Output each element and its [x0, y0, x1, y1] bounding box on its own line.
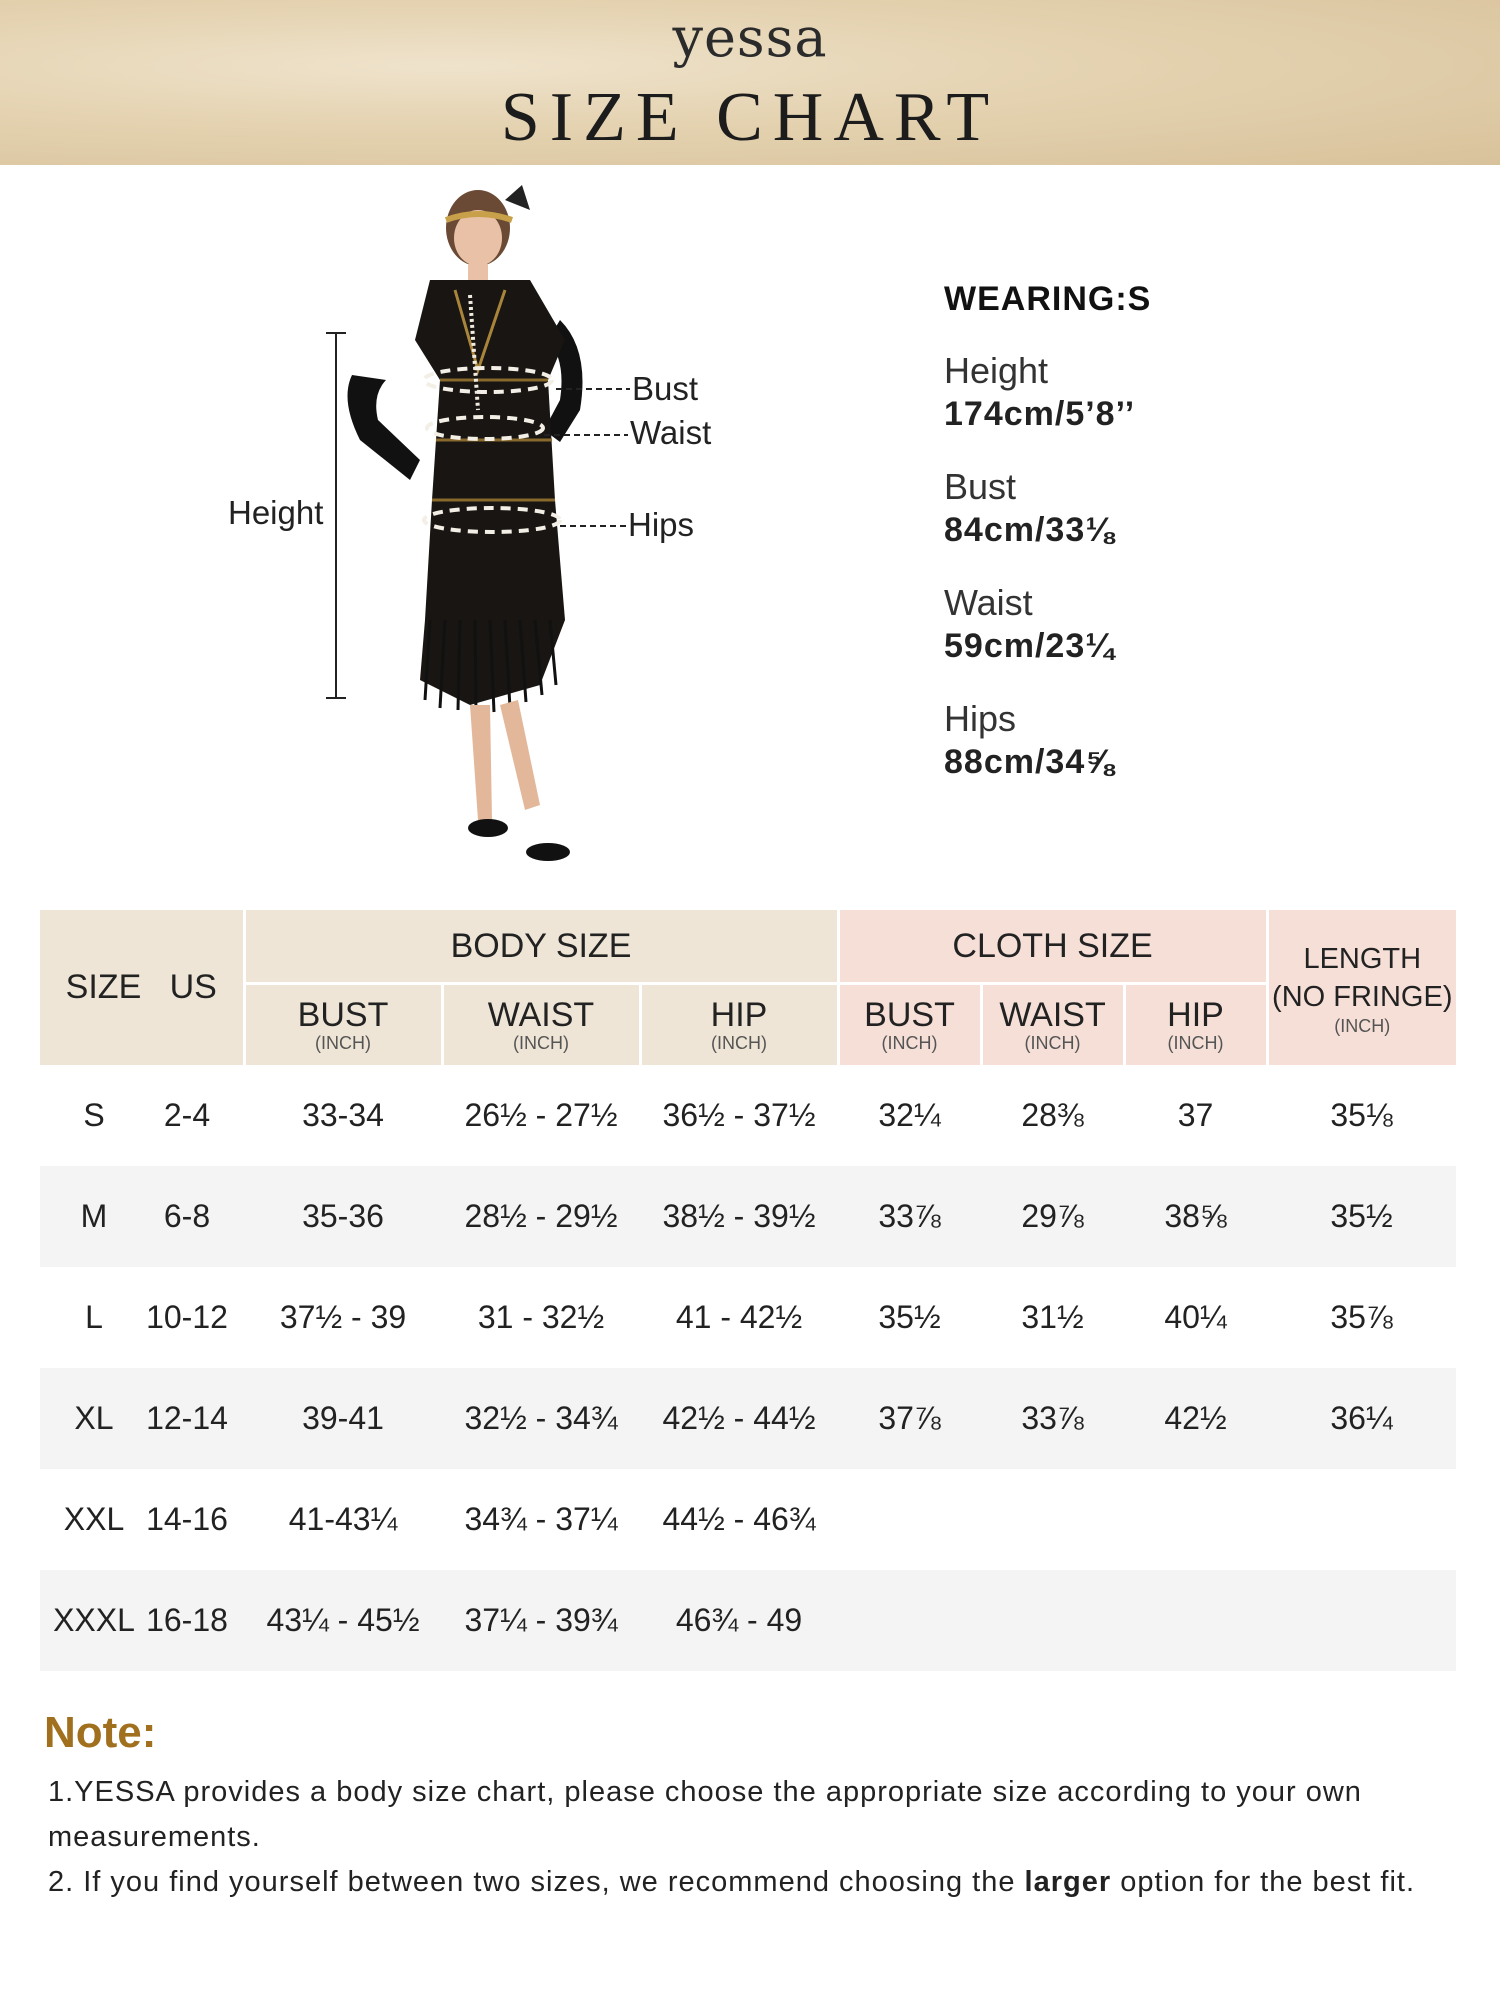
size-code: XXXL [53, 1602, 135, 1638]
height-label: Height [228, 494, 324, 531]
size-code: M [80, 1198, 108, 1234]
header-banner [0, 0, 1500, 165]
length-cell [1267, 1570, 1456, 1671]
cloth-hip-cell [1124, 1469, 1267, 1570]
body-hip-cell: 36½ - 37½ [662, 1097, 816, 1133]
cloth-hip-header [1124, 984, 1267, 1066]
cloth-hip-cell: 42½ [1124, 1368, 1267, 1469]
body-hip-cell: 42½ - 44½ [640, 1368, 838, 1469]
header-label: HIP [1167, 996, 1224, 1034]
body-bust-cell: 35-36 [244, 1166, 442, 1267]
length-cell: 35½ [1267, 1166, 1456, 1267]
body-waist-cell: 31 - 32½ [477, 1299, 605, 1335]
body-waist-header [442, 984, 640, 1066]
body-hip-header [640, 984, 838, 1066]
body-hip-cell: 46¾ - 49 [640, 1570, 838, 1671]
header-label: BUST [864, 996, 955, 1034]
stat-label: Bust [944, 466, 1017, 507]
body-bust-cell: 41-43¼ [288, 1501, 398, 1537]
stat-label: Height [944, 350, 1049, 391]
wearing-title: WEARING:S [944, 280, 1152, 318]
table-row [40, 1570, 1456, 1671]
length-header-unit: (INCH) [1334, 1015, 1391, 1036]
header-unit: (INCH) [1024, 1033, 1081, 1053]
header-unit: (INCH) [881, 1033, 938, 1053]
model-figure [0, 180, 760, 900]
cloth-bust-header [838, 984, 981, 1066]
cloth-bust-cell [838, 1570, 981, 1671]
cloth-hip-cell: 37 [1177, 1097, 1214, 1133]
length-cell: 36¼ [1267, 1368, 1456, 1469]
body-hip-cell: 44½ - 46¾ [662, 1501, 816, 1537]
header-label: BUST [297, 996, 389, 1034]
cloth-bust-cell: 37⅞ [838, 1368, 981, 1469]
size-cell [40, 1368, 244, 1469]
us-size: 16-18 [146, 1602, 228, 1638]
body-hip-cell: 41 - 42½ [675, 1299, 803, 1335]
table-row [40, 1469, 1456, 1570]
size-us-header: SIZE US [40, 910, 244, 1065]
header-label: WAIST [999, 996, 1106, 1034]
hips-label: Hips [628, 506, 695, 543]
stat-value: 59cm/23¼ [944, 627, 1115, 665]
waist-label: Waist [630, 414, 712, 451]
header-unit: (INCH) [315, 1033, 371, 1053]
length-header-label: LENGTH [1303, 942, 1422, 975]
stat-hips [944, 697, 1151, 783]
size-code: L [85, 1299, 103, 1335]
cloth-hip-cell: 40¼ [1164, 1299, 1227, 1335]
length-cell: 35⅛ [1330, 1097, 1393, 1133]
body-bust-cell: 33-34 [302, 1097, 384, 1133]
header-unit: (INCH) [711, 1033, 767, 1053]
length-cell: 35⅞ [1330, 1299, 1393, 1335]
body-waist-cell: 32½ - 34¾ [442, 1368, 640, 1469]
bust-label: Bust [632, 370, 699, 407]
us-size: 12-14 [146, 1400, 228, 1436]
body-hip-cell: 38½ - 39½ [640, 1166, 838, 1267]
size-cell [40, 1065, 244, 1166]
us-size: 14-16 [146, 1501, 228, 1537]
note-line-2 [48, 1860, 1458, 1905]
body-waist-cell: 28½ - 29½ [442, 1166, 640, 1267]
size-code: XL [74, 1400, 114, 1436]
stat-value: 88cm/34⅝ [944, 743, 1115, 781]
size-code: XXL [63, 1501, 125, 1537]
wearing-panel [944, 280, 1151, 813]
stat-label: Waist [944, 582, 1033, 623]
length-cell [1267, 1469, 1456, 1570]
stat-bust [944, 465, 1151, 551]
cloth-bust-cell: 33⅞ [838, 1166, 981, 1267]
header-unit: (INCH) [1167, 1033, 1224, 1053]
note-title: Note: [44, 1708, 157, 1757]
note-line-2-end: option for the best fit. [1111, 1866, 1416, 1898]
us-size: 2-4 [163, 1097, 211, 1133]
page-title: SIZE CHART [500, 79, 1000, 156]
note-line-1: 1.YESSA provides a body size chart, please choose the appropriate size according to your own measurements. [48, 1776, 1362, 1853]
size-cell [40, 1570, 244, 1671]
body-waist-cell: 37¼ - 39¾ [442, 1570, 640, 1671]
cloth-hip-cell [1124, 1570, 1267, 1671]
size-cell [40, 1267, 244, 1368]
cloth-waist-cell: 33⅞ [981, 1368, 1124, 1469]
table-row [40, 1065, 1456, 1166]
body-bust-cell: 37½ - 39 [279, 1299, 407, 1335]
cloth-bust-cell [838, 1469, 981, 1570]
size-code: S [83, 1097, 105, 1133]
us-size: 6-8 [163, 1198, 211, 1234]
length-header-note: (NO FRINGE) [1272, 980, 1453, 1013]
header-label: WAIST [487, 996, 595, 1034]
size-chart-table [40, 910, 1456, 1671]
table-row [40, 1267, 1456, 1368]
size-cell [40, 1469, 244, 1570]
us-size: 10-12 [146, 1299, 228, 1335]
cloth-hip-cell: 38⅝ [1124, 1166, 1267, 1267]
stat-height [944, 349, 1151, 435]
cloth-bust-cell: 32¼ [878, 1097, 941, 1133]
body-bust-cell: 43¼ - 45½ [244, 1570, 442, 1671]
cloth-waist-cell: 31½ [1021, 1299, 1084, 1335]
cloth-waist-cell: 28⅜ [1021, 1097, 1084, 1133]
body-bust-cell: 39-41 [244, 1368, 442, 1469]
note-body [48, 1770, 1458, 1905]
body-size-header: BODY SIZE [244, 910, 838, 984]
body-waist-cell: 34¾ - 37¼ [464, 1501, 618, 1537]
cloth-waist-cell [981, 1570, 1124, 1671]
cloth-bust-cell: 35½ [878, 1299, 941, 1335]
stat-value: 174cm/5’8’’ [944, 395, 1136, 433]
note-emphasis: larger [1024, 1866, 1112, 1898]
stat-label: Hips [944, 698, 1017, 739]
body-waist-cell: 26½ - 27½ [464, 1097, 618, 1133]
body-bust-header [244, 984, 442, 1066]
cloth-size-header: CLOTH SIZE [838, 910, 1267, 984]
stat-waist [944, 581, 1151, 667]
table-row [40, 1368, 1456, 1469]
cloth-waist-cell [981, 1469, 1124, 1570]
table-row [40, 1166, 1456, 1267]
brand-logo: yessa [672, 6, 828, 69]
length-header [1267, 910, 1456, 1065]
header-unit: (INCH) [513, 1033, 569, 1053]
note-line-2-start: 2. If you find yourself between two sizes, we recommend choosing the [48, 1866, 1025, 1898]
stat-value: 84cm/33⅛ [944, 511, 1115, 549]
header-label: HIP [710, 996, 768, 1034]
size-cell [40, 1166, 244, 1267]
cloth-waist-header [981, 984, 1124, 1066]
cloth-waist-cell: 29⅞ [981, 1166, 1124, 1267]
